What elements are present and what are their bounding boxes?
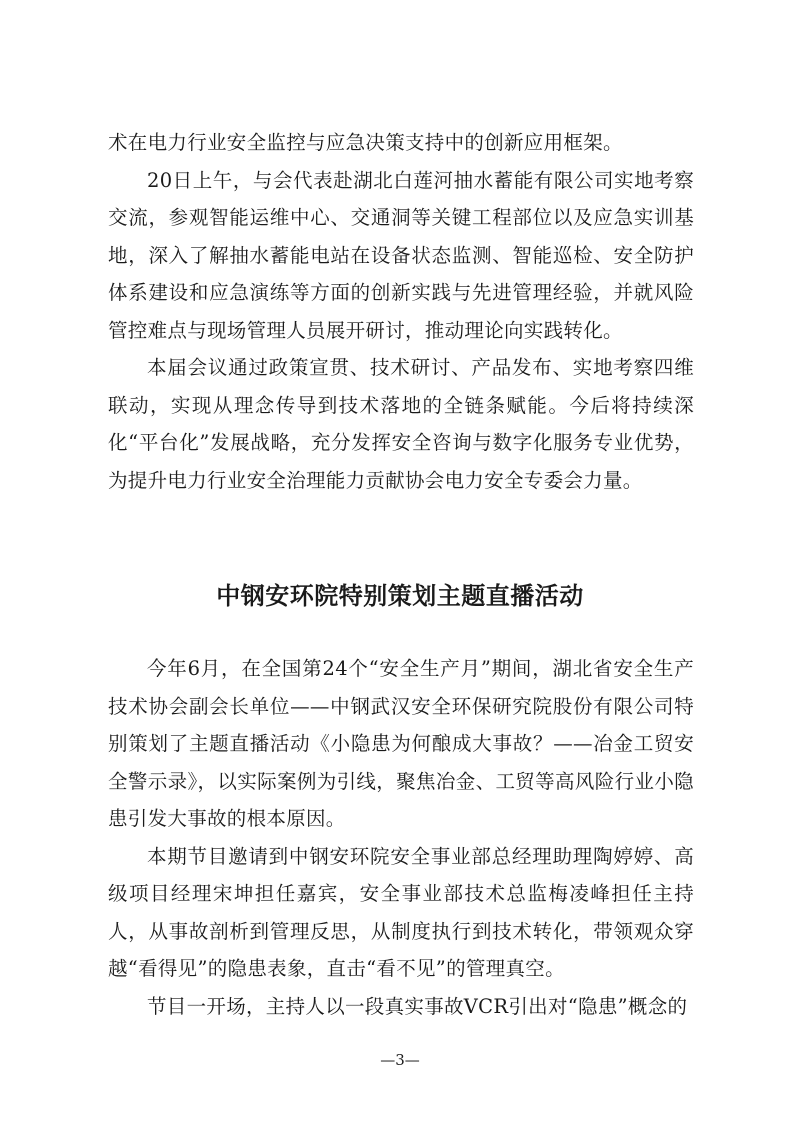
section-title: 中钢安环院特别策划主题直播活动 bbox=[216, 581, 584, 610]
paragraph-opening: 节目一开场，主持人以一段真实事故VCR引出对“隐患”概念的 bbox=[147, 994, 688, 1018]
paragraph-site-visit: 20日上午，与会代表赴湖北白莲河抽水蓄能有限公司实地考察交流，参观智能运维中心、交通洞等关键工程部位以及应急实训基地，深入了解抽水蓄能电站在设备状态监测、智能巡检、安全防护体系建设和应急演练等方面的创新实践与先进管理经验，并就风险管控难点与现场管理人员展开研讨，推动理论向实践转化。 bbox=[108, 168, 694, 342]
paragraph-continuation: 术在电力行业安全监控与应急决策支持中的创新应用框架。 bbox=[108, 131, 623, 154]
page-number: —3— bbox=[380, 1051, 420, 1069]
paragraph-guests: 本期节目邀请到中钢安环院安全事业部总经理助理陶婷婷、高级项目经理宋坤担任嘉宾，安全事业部技术总监梅凌峰担任主持人，从事故剖析到管理反思，从制度执行到技术转化，带领观众穿越“看得见”的隐患表象，直击“看不见”的管理真空。 bbox=[108, 844, 694, 980]
paragraph-live-broadcast-intro: 今年6月，在全国第24个“安全生产月”期间，湖北省安全生产技术协会副会长单位——中钢武汉安全环保研究院股份有限公司特别策划了主题直播活动《小隐患为何酿成大事故？——冶金工贸安全警示录》，以实际案例为引线，聚焦冶金、工贸等高风险行业小隐患引发大事故的根本原因。 bbox=[108, 657, 694, 830]
section-2-body bbox=[108, 650, 694, 1025]
section-1-body bbox=[108, 124, 694, 499]
paragraph-conference-summary: 本届会议通过政策宣贯、技术研讨、产品发布、实地考察四维联动，实现从理念传导到技术落地的全链条赋能。今后将持续深化“平台化”发展战略，充分发挥安全咨询与数字化服务专业优势，为提升电力行业安全治理能力贡献协会电力安全专委会力量。 bbox=[108, 356, 694, 492]
